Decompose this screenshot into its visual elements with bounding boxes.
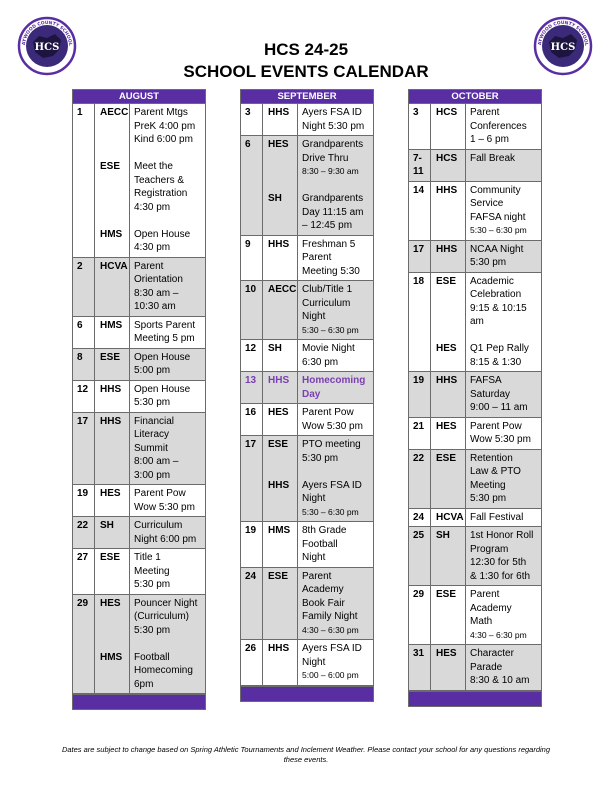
school-code: ESE — [100, 552, 121, 563]
event-line: Grandparents — [302, 139, 364, 150]
event-line: Academic — [470, 275, 514, 287]
event-details — [298, 372, 373, 403]
school-code: HCS — [436, 107, 458, 118]
school-code: HMS — [100, 319, 123, 331]
event-details — [130, 381, 205, 412]
event-schools — [263, 372, 298, 403]
event-details — [130, 258, 205, 316]
event-schools — [95, 517, 130, 548]
event-date: 17 — [241, 436, 263, 521]
event-line: Book Fair — [302, 597, 345, 609]
event-line: 4:30 – 6:30 pm — [302, 624, 359, 635]
event-line: Ayers FSA ID — [302, 107, 362, 118]
school-code: HHS — [436, 184, 458, 196]
event-schools — [95, 595, 130, 694]
event-schools — [431, 273, 466, 372]
event-line: Drive Thru — [302, 152, 349, 164]
event-date: 22 — [73, 517, 95, 548]
event-line: 8:15 & 1:30 — [470, 356, 522, 368]
school-code: HES — [268, 407, 289, 418]
event-schools — [263, 340, 298, 371]
page-subtitle: SCHOOL EVENTS CALENDAR — [183, 62, 429, 81]
school-code: AECC — [268, 284, 297, 295]
event-date: 12 — [241, 340, 263, 371]
event-line: Football — [302, 538, 338, 550]
event-line: 5:30 pm — [134, 624, 171, 636]
event-details — [466, 372, 541, 417]
event-date: 29 — [409, 586, 431, 644]
event-line: 8:30 & 10 am — [470, 675, 530, 686]
event-details — [130, 549, 205, 594]
event-date: 27 — [73, 549, 95, 594]
school-code: ESE — [100, 351, 121, 363]
page-title: HCS 24-25 — [263, 40, 349, 59]
event-date: 17 — [73, 413, 95, 485]
school-code: SH — [436, 530, 450, 541]
event-line: 5:30 pm — [302, 452, 339, 464]
event-schools — [431, 509, 466, 527]
event-line: Pouncer Night — [134, 597, 198, 609]
event-row — [409, 418, 541, 450]
event-line: Night — [302, 656, 326, 668]
event-line: Academy — [302, 584, 344, 595]
event-details — [466, 450, 541, 508]
event-line: 9:15 & 10:15 — [470, 302, 527, 314]
event-date: 6 — [73, 317, 95, 348]
event-line: Program — [470, 543, 509, 555]
event-line: 8:00 am – — [134, 456, 179, 467]
event-line: Freshman 5 — [302, 238, 356, 250]
event-date: 6 — [241, 136, 263, 235]
event-line: Open House — [134, 228, 191, 240]
september-calendar — [240, 89, 374, 702]
school-code: ESE — [436, 452, 457, 464]
event-line: Open House — [134, 383, 191, 395]
event-line: Parent Mtgs — [134, 107, 188, 118]
event-details — [130, 595, 205, 694]
event-schools — [263, 104, 298, 135]
school-code: HHS — [268, 107, 290, 118]
event-schools — [431, 450, 466, 508]
event-line: Ayers FSA ID — [302, 643, 362, 654]
event-date: 3 — [409, 104, 431, 149]
event-line: Law & PTO — [470, 466, 521, 477]
event-line: Parent — [302, 252, 332, 263]
event-line: Parent — [302, 570, 332, 582]
event-line: Night 6:00 pm — [134, 533, 197, 545]
event-details — [298, 104, 373, 135]
event-line: Academy — [470, 602, 512, 614]
school-code: ESE — [268, 439, 289, 450]
event-line: 9:00 – 11 am — [470, 402, 528, 413]
event-line: Wow 5:30 pm — [134, 501, 195, 513]
event-row — [409, 586, 541, 645]
event-row — [73, 104, 205, 258]
school-code: HHS — [436, 243, 458, 255]
svg-text:HAYWOOD COUNTY SCHOOLS: AYWOOD COUNTY SCHOOL — [537, 20, 589, 46]
event-row — [241, 236, 373, 282]
event-line: Kind 6:00 pm — [134, 134, 193, 145]
event-line: 5:30 pm — [134, 397, 171, 408]
school-code: HMS — [268, 525, 291, 536]
school-code: HMS — [100, 651, 123, 663]
school-code: SH — [268, 193, 282, 204]
event-date: 21 — [409, 418, 431, 449]
event-details — [298, 281, 373, 339]
event-date: 24 — [409, 509, 431, 527]
event-row — [73, 413, 205, 486]
event-schools — [431, 182, 466, 240]
event-line: FAFSA night — [470, 211, 526, 223]
school-code: HMS — [100, 228, 123, 240]
event-line: Day — [302, 388, 321, 400]
event-date: 26 — [241, 640, 263, 685]
event-line: Title 1 — [134, 552, 161, 563]
event-details — [466, 509, 541, 527]
event-schools — [263, 281, 298, 339]
event-details — [130, 485, 205, 516]
school-code: HES — [268, 139, 289, 150]
event-line: Football — [134, 651, 170, 663]
event-details — [466, 418, 541, 449]
event-date: 14 — [409, 182, 431, 240]
event-row — [409, 104, 541, 150]
event-schools — [263, 436, 298, 521]
event-row — [73, 485, 205, 517]
event-line: Wow 5:30 pm — [470, 434, 531, 445]
event-line: 3:00 pm — [134, 469, 171, 481]
event-date: 16 — [241, 404, 263, 435]
event-line: 5:30 pm — [470, 257, 507, 268]
event-date: 19 — [409, 372, 431, 417]
school-code: HHS — [100, 383, 122, 395]
september-header: SEPTEMBER — [241, 90, 373, 104]
school-code: HES — [100, 597, 121, 609]
event-row — [241, 640, 373, 686]
event-line: 4:30 pm — [134, 242, 171, 253]
event-date: 19 — [241, 522, 263, 567]
event-date: 24 — [241, 568, 263, 640]
event-schools — [263, 640, 298, 685]
event-line: 12:30 for 5th — [470, 557, 527, 568]
event-line: 5:30 – 6:30 pm — [302, 324, 359, 335]
school-code: AECC — [100, 107, 129, 118]
event-schools — [95, 104, 130, 257]
event-line: Homecoming — [134, 665, 193, 676]
event-details — [298, 236, 373, 281]
event-schools — [263, 568, 298, 640]
event-details — [466, 273, 541, 372]
august-footer-bar — [73, 694, 205, 709]
event-schools — [431, 645, 466, 690]
event-line: 1 – 6 pm — [470, 134, 509, 145]
event-line: 8th Grade — [302, 525, 347, 536]
event-line: 5:00 – 6:00 pm — [302, 670, 359, 680]
event-row — [409, 241, 541, 273]
event-line: Meeting 5:30 — [302, 265, 360, 277]
event-date: 10 — [241, 281, 263, 339]
september-footer-bar — [241, 686, 373, 701]
event-schools — [95, 349, 130, 380]
august-calendar — [72, 89, 206, 710]
disclaimer-note: Dates are subject to change based on Spring Athletic Tournaments and Inclement Weather. Please contact your school for any questions regarding these events. — [61, 745, 551, 764]
event-line: Curriculum — [302, 297, 351, 309]
event-schools — [95, 549, 130, 594]
event-line: (Curriculum) — [134, 611, 189, 622]
event-line: Parade — [470, 661, 503, 673]
event-line: Night — [302, 311, 326, 322]
event-date: 17 — [409, 241, 431, 272]
event-row — [73, 258, 205, 317]
event-details — [466, 150, 541, 181]
event-row — [241, 340, 373, 372]
event-schools — [431, 241, 466, 272]
school-code: ESE — [268, 570, 289, 582]
event-schools — [95, 413, 130, 485]
event-row — [241, 522, 373, 568]
october-header: OCTOBER — [409, 90, 541, 104]
event-details — [298, 522, 373, 567]
event-line: Parent Pow — [470, 420, 522, 432]
school-code: HHS — [436, 375, 458, 386]
event-row — [241, 281, 373, 340]
event-line: 8:30 am – — [134, 287, 179, 299]
event-line: 5:30 – 6:30 pm — [470, 225, 527, 235]
event-line: 6pm — [134, 678, 154, 690]
event-line: 4:30 pm — [134, 201, 171, 213]
event-row — [73, 549, 205, 595]
event-row — [409, 645, 541, 691]
svg-text:HAYWOOD COUNTY SCHOOLS: AYWOOD COUNTY SCHOOL — [21, 20, 73, 46]
event-schools — [431, 586, 466, 644]
event-line: Celebration — [470, 289, 522, 300]
event-line: Literacy — [134, 429, 170, 440]
event-schools — [431, 104, 466, 149]
event-line: Parent Pow — [302, 407, 354, 418]
school-code: HES — [436, 420, 457, 432]
event-line: 4:30 – 6:30 pm — [470, 629, 527, 640]
event-line: Movie Night — [302, 343, 355, 354]
event-line: 10:30 am — [134, 301, 176, 312]
event-line: 5:30 – 6:30 pm — [302, 506, 359, 517]
event-line: Night — [302, 552, 326, 563]
event-line: Night — [302, 493, 326, 504]
event-schools — [263, 404, 298, 435]
event-schools — [95, 317, 130, 348]
event-row — [73, 517, 205, 549]
event-schools — [263, 236, 298, 281]
school-code: HHS — [268, 375, 290, 386]
event-line: Wow 5:30 pm — [302, 420, 363, 432]
event-schools — [95, 485, 130, 516]
event-row — [241, 436, 373, 522]
event-line: – 12:45 pm — [302, 220, 353, 231]
event-line: 8:30 – 9:30 am — [302, 166, 359, 176]
event-line: PreK 4:00 pm — [134, 120, 196, 132]
school-code: HHS — [100, 415, 122, 427]
event-row — [409, 450, 541, 509]
event-row — [241, 136, 373, 236]
event-line: Summit — [134, 442, 168, 454]
school-code: HHS — [268, 479, 290, 491]
event-details — [466, 182, 541, 240]
event-details — [298, 404, 373, 435]
event-date: 12 — [73, 381, 95, 412]
event-schools — [431, 418, 466, 449]
school-code: HHS — [268, 643, 290, 654]
event-line: Ayers FSA ID — [302, 479, 362, 491]
event-line: 5:30 pm — [470, 493, 507, 504]
event-date: 29 — [73, 595, 95, 694]
event-line: & 1:30 for 6th — [470, 570, 531, 582]
event-details — [466, 586, 541, 644]
event-date: 25 — [409, 527, 431, 585]
event-details — [466, 645, 541, 690]
event-line: Teachers & — [134, 174, 185, 186]
event-row — [409, 527, 541, 586]
event-date: 2 — [73, 258, 95, 316]
event-date: 19 — [73, 485, 95, 516]
event-line: NCAA Night — [470, 243, 524, 255]
event-row — [241, 568, 373, 641]
event-line: Q1 Pep Rally — [470, 343, 529, 354]
event-row — [73, 349, 205, 381]
event-row — [73, 381, 205, 413]
school-code: HES — [436, 648, 457, 659]
event-line: Service — [470, 198, 504, 209]
event-details — [130, 104, 205, 257]
event-line: Parent Pow — [134, 488, 186, 499]
event-line: Conferences — [470, 120, 527, 132]
event-line: Parent — [134, 260, 164, 272]
school-code: ESE — [100, 161, 121, 172]
event-schools — [263, 136, 298, 235]
event-row — [241, 404, 373, 436]
event-details — [130, 317, 205, 348]
event-details — [298, 568, 373, 640]
event-details — [466, 527, 541, 585]
event-schools — [95, 381, 130, 412]
event-line: Fall Break — [470, 152, 516, 164]
event-details — [130, 413, 205, 485]
event-schools — [95, 258, 130, 316]
event-line: 5:00 pm — [134, 365, 171, 376]
august-header: AUGUST — [73, 90, 205, 104]
event-row — [73, 317, 205, 349]
event-line: FAFSA — [470, 375, 502, 386]
event-row — [241, 372, 373, 404]
event-date: 7- 11 — [409, 150, 431, 181]
event-details — [130, 349, 205, 380]
event-schools — [431, 527, 466, 585]
event-line: Open House — [134, 351, 191, 363]
school-code: ESE — [436, 275, 457, 287]
event-line: Community — [470, 184, 521, 196]
event-date: 8 — [73, 349, 95, 380]
event-schools — [263, 522, 298, 567]
svg-text:HCS: HCS — [34, 42, 60, 53]
event-details — [298, 340, 373, 371]
event-line: Night 5:30 pm — [302, 120, 365, 132]
event-date: 3 — [241, 104, 263, 135]
event-line: Character — [470, 648, 514, 659]
event-date: 1 — [73, 104, 95, 257]
event-row — [409, 372, 541, 418]
event-details — [298, 136, 373, 235]
event-date: 13 — [241, 372, 263, 403]
event-line: Meeting — [470, 479, 506, 491]
event-row — [409, 273, 541, 373]
event-line: am — [470, 316, 484, 327]
event-line: 1st Honor Roll — [470, 530, 534, 541]
event-line: Meeting 5 pm — [134, 333, 195, 344]
event-line: 6:30 pm — [302, 356, 339, 368]
event-line: Parent — [470, 589, 500, 600]
event-line: Saturday — [470, 388, 511, 400]
event-schools — [431, 372, 466, 417]
event-line: Grandparents — [302, 193, 364, 204]
event-line: Retention — [470, 452, 513, 464]
school-code: SH — [268, 343, 282, 354]
event-line: Parent — [470, 107, 500, 118]
school-code: HCVA — [100, 260, 128, 272]
event-details — [298, 436, 373, 521]
school-code: HCS — [436, 152, 458, 164]
school-code: HES — [100, 488, 121, 499]
event-line: Meeting — [134, 565, 170, 577]
event-row — [409, 182, 541, 241]
school-code: HHS — [268, 238, 290, 250]
event-line: Financial — [134, 415, 175, 427]
october-calendar — [408, 89, 542, 707]
svg-text:HCS: HCS — [550, 42, 576, 53]
event-date: 18 — [409, 273, 431, 372]
event-details — [130, 517, 205, 548]
event-row — [241, 104, 373, 136]
event-line: Family Night — [302, 611, 358, 622]
event-line: PTO meeting — [302, 439, 361, 450]
event-line: Math — [470, 616, 493, 627]
school-code: HCVA — [436, 511, 464, 523]
school-code: HES — [436, 343, 457, 354]
event-line: Club/Title 1 — [302, 284, 353, 295]
event-line: Homecoming — [302, 375, 366, 386]
school-code: SH — [100, 520, 114, 531]
event-details — [466, 241, 541, 272]
event-line: Orientation — [134, 274, 183, 285]
event-line: Fall Festival — [470, 511, 524, 523]
event-date: 9 — [241, 236, 263, 281]
event-line: Meet the — [134, 161, 173, 172]
event-details — [466, 104, 541, 149]
event-line: Registration — [134, 188, 188, 199]
event-date: 31 — [409, 645, 431, 690]
event-line: Curriculum — [134, 520, 183, 531]
event-row — [409, 509, 541, 528]
october-footer-bar — [409, 691, 541, 706]
event-line: 5:30 pm — [134, 579, 171, 590]
event-line: Sports Parent — [134, 319, 196, 331]
school-code: ESE — [436, 589, 457, 600]
event-row — [409, 150, 541, 182]
event-row — [73, 595, 205, 695]
event-date: 22 — [409, 450, 431, 508]
event-line: Day 11:15 am — [302, 206, 364, 218]
event-details — [298, 640, 373, 685]
event-schools — [431, 150, 466, 181]
